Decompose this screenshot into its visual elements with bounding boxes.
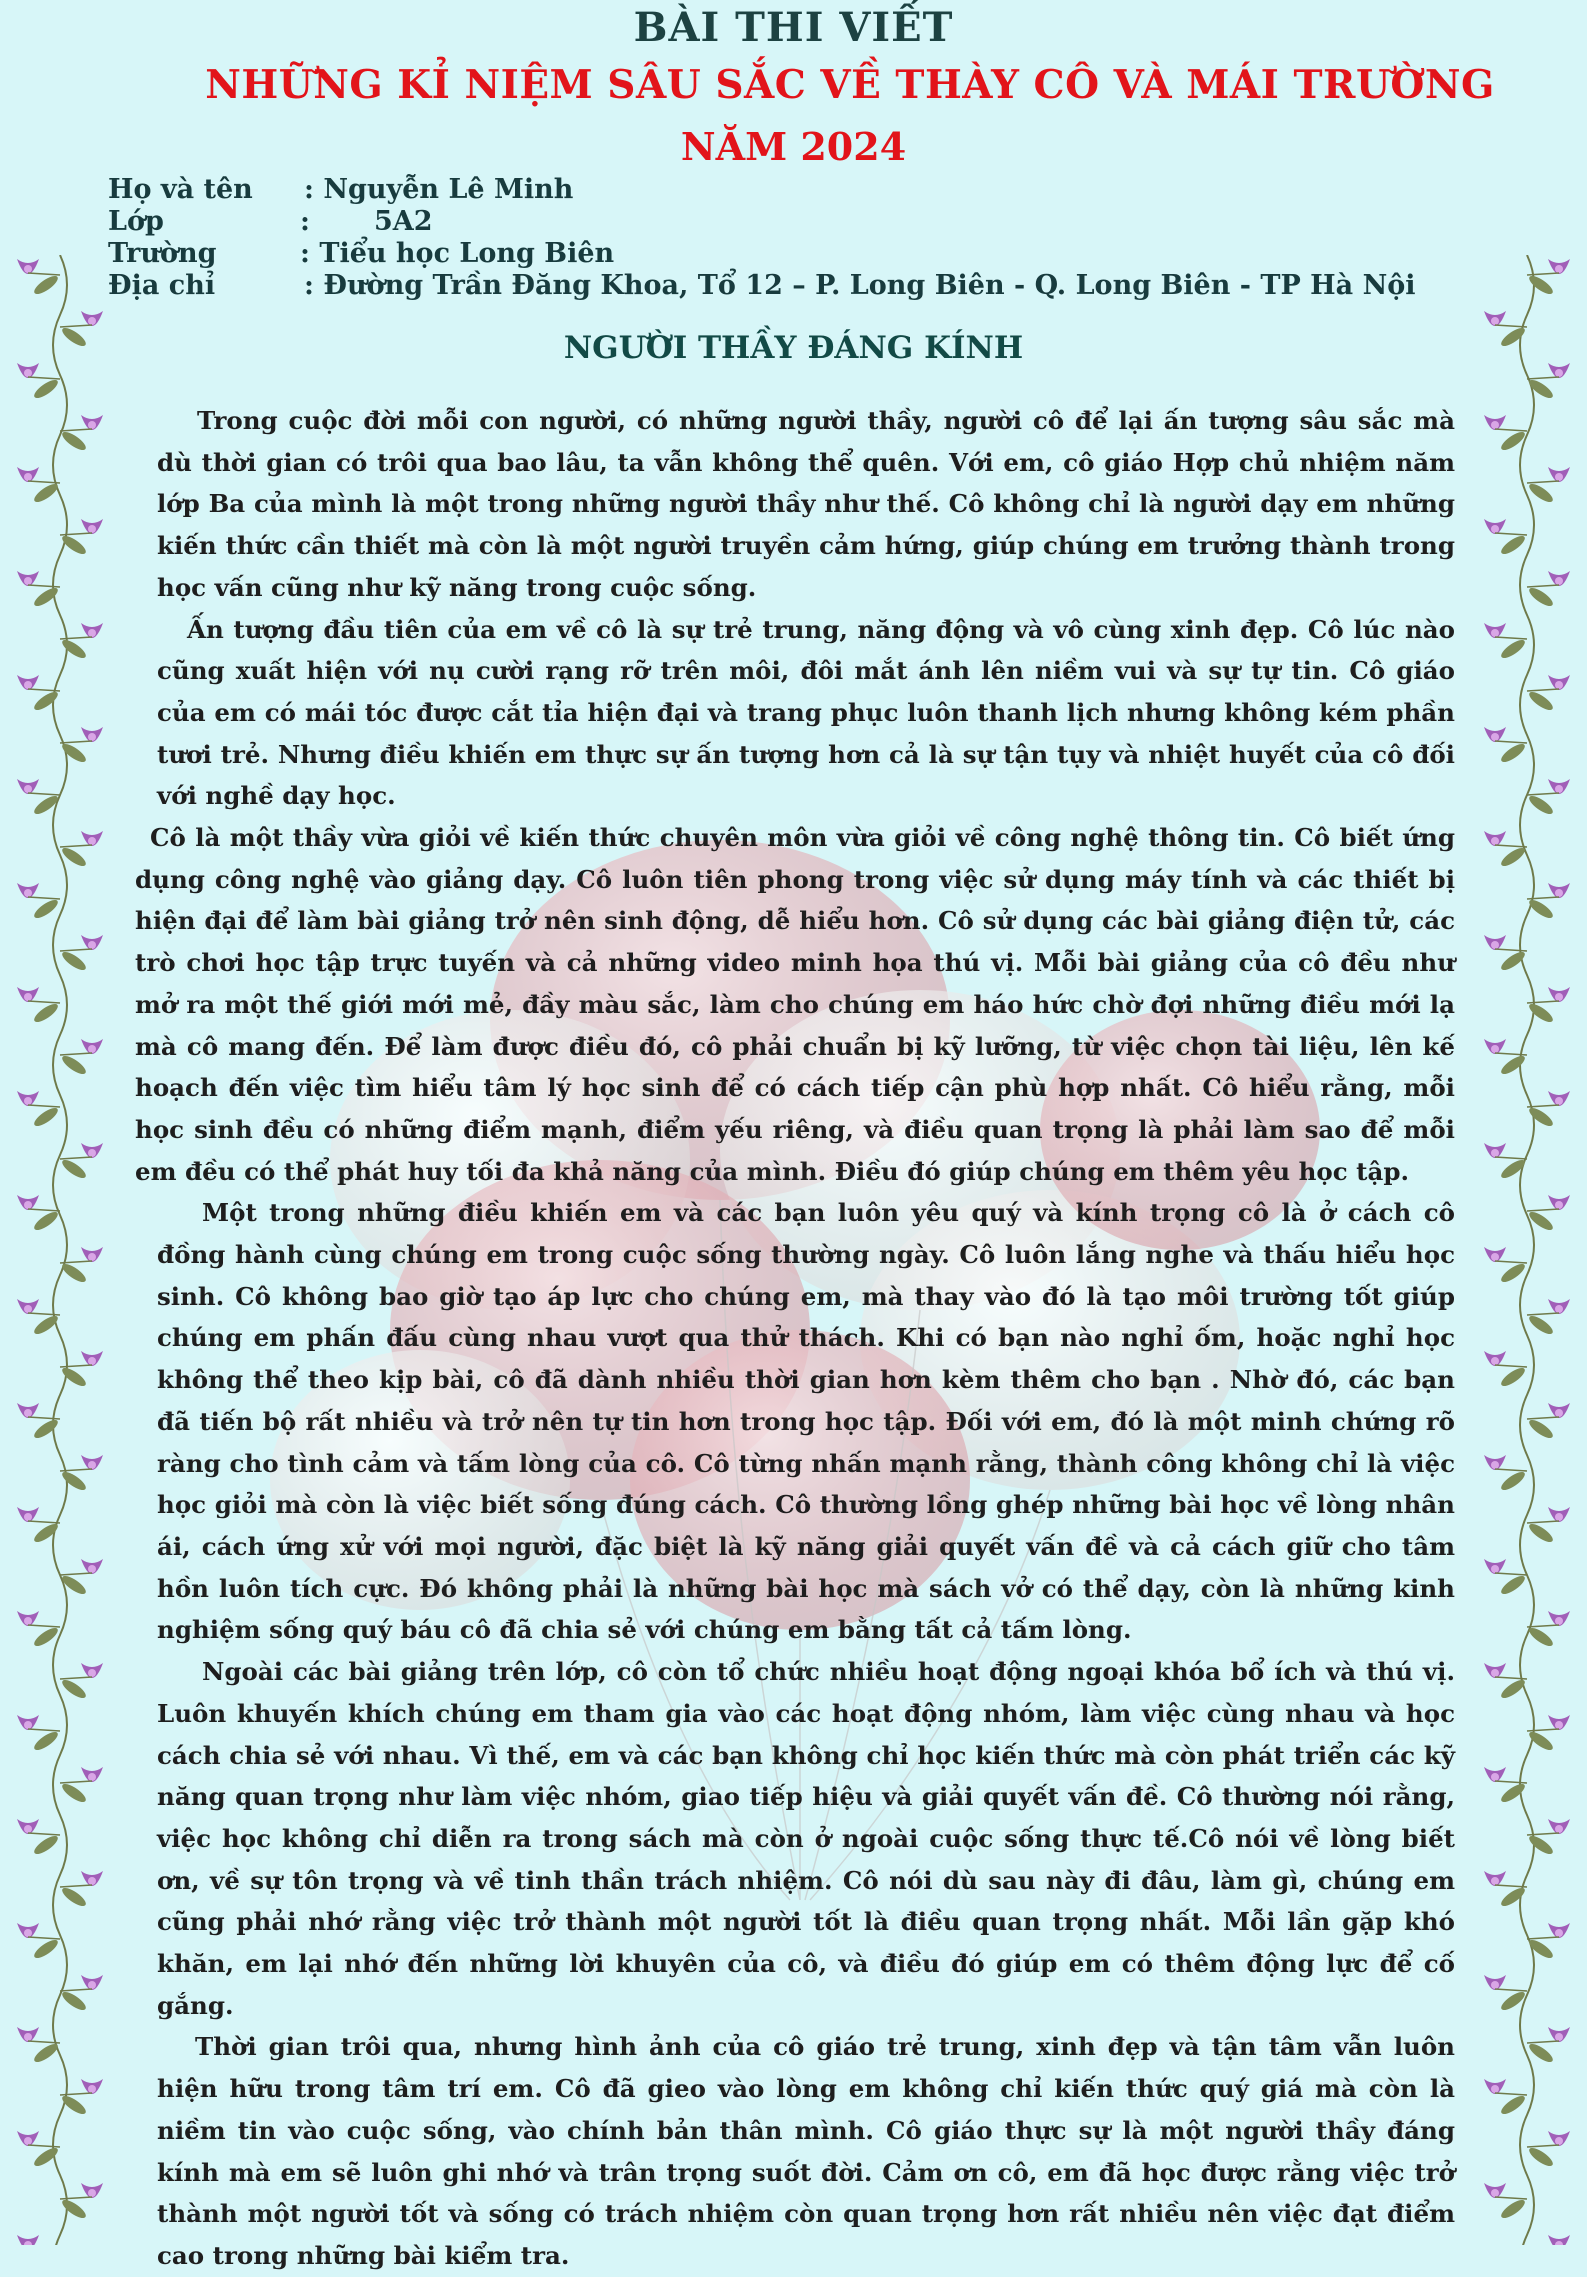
flower-center <box>88 421 96 429</box>
leaf-shape <box>32 1729 61 1753</box>
vine-twig <box>1527 1937 1559 1939</box>
vine-twig <box>60 949 92 951</box>
vine-twig <box>1527 2145 1559 2147</box>
leaf-shape <box>1499 429 1528 453</box>
leaf-shape <box>60 1781 89 1805</box>
vine-twig <box>60 2093 92 2095</box>
vine-twig <box>1527 689 1559 691</box>
vine-twig <box>1527 793 1559 795</box>
flower-center <box>24 1513 32 1521</box>
vine-twig <box>28 1417 60 1419</box>
leaf-shape <box>1499 1469 1528 1493</box>
vine-twig <box>28 1625 60 1627</box>
vine-twig <box>1495 949 1527 951</box>
flower-center <box>24 785 32 793</box>
flower-center <box>88 1461 96 1469</box>
vine-twig <box>60 1677 92 1679</box>
flower-center <box>1555 993 1563 1001</box>
flower-center <box>88 317 96 325</box>
flower-center <box>1491 1773 1499 1781</box>
vine-twig <box>1495 1573 1527 1575</box>
flower-center <box>24 473 32 481</box>
leaf-shape <box>1499 1365 1528 1389</box>
leaf-shape <box>32 273 61 297</box>
flower-center <box>24 1721 32 1729</box>
right-floral-border <box>1467 255 1587 2245</box>
vine-twig <box>60 1989 92 1991</box>
flower-center <box>1491 1877 1499 1885</box>
flower-center <box>1555 2033 1563 2041</box>
leaf-shape <box>1499 1677 1528 1701</box>
vine-twig <box>60 637 92 639</box>
flower-center <box>1555 1201 1563 1209</box>
vine-twig <box>1495 741 1527 743</box>
leaf-shape <box>1499 533 1528 557</box>
header-contest-title: NHỮNG KỈ NIỆM SÂU SẮC VỀ THÀY CÔ VÀ MÁI TRƯỜNG <box>205 62 1495 108</box>
flower-center <box>24 577 32 585</box>
leaf-shape <box>1527 377 1556 401</box>
vine-twig <box>60 1885 92 1887</box>
vine-twig <box>28 1001 60 1003</box>
leaf-shape <box>1499 1053 1528 1077</box>
flower-center <box>88 2189 96 2197</box>
flower-center <box>88 629 96 637</box>
leaf-shape <box>1527 1833 1556 1857</box>
essay-paragraph: Thời gian trôi qua, nhưng hình ảnh của cô giáo trẻ trung, xinh đẹp và tận tâm vẫn luôn hiện hữu trong tâm trí em. Cô đã gieo vào lòng em không chỉ kiến thức quý giá mà còn là niềm tin vào cuộc sống, vào chính bản thân mình. Cô giáo thực sự là một người thầy đáng kính mà em sẽ luôn ghi nhớ và trân trọng suốt đời. Cảm ơn cô, em đã học được rằng việc trở thành một người tốt và sống có trách nhiệm còn quan trọng hơn rất nhiều nên việc đạt điểm cao trong những bài kiểm tra. <box>157 2032 1455 2270</box>
leaf-shape <box>1499 1989 1528 2013</box>
flower-center <box>1555 681 1563 689</box>
leaf-shape <box>32 481 61 505</box>
vine-twig <box>60 741 92 743</box>
flower-center <box>1491 733 1499 741</box>
leaf-shape <box>60 1157 89 1181</box>
flower-center <box>1555 1513 1563 1521</box>
vine-twig <box>28 273 60 275</box>
vine-twig <box>28 793 60 795</box>
flower-center <box>88 1773 96 1781</box>
leaf-shape <box>1527 1417 1556 1441</box>
flower-center <box>1555 1097 1563 1105</box>
flower-center <box>88 1357 96 1365</box>
leaf-shape <box>60 637 89 661</box>
vine-twig <box>1495 1781 1527 1783</box>
flower-center <box>24 889 32 897</box>
vine-twig <box>1495 533 1527 535</box>
leaf-shape <box>1499 845 1528 869</box>
flower-center <box>88 1149 96 1157</box>
flower-center <box>1491 317 1499 325</box>
leaf-shape <box>1527 793 1556 817</box>
leaf-shape <box>1527 1625 1556 1649</box>
vine-twig <box>1495 1989 1527 1991</box>
flower-center <box>1491 421 1499 429</box>
vine-twig <box>1495 429 1527 431</box>
flower-center <box>24 1097 32 1105</box>
leaf-shape <box>1499 1573 1528 1597</box>
essay-paragraph: Ấn tượng đầu tiên của em về cô là sự trẻ trung, năng động và vô cùng xinh đẹp. Cô lúc nào cũng xuất hiện với nụ cười rạng rỡ trên môi, đôi mắt ánh lên niềm vui và sự tự tin. Cô giáo của em có mái tóc được cắt tỉa hiện đại và trang phục luôn thanh lịch nhưng không kém phần tươi trẻ. Nhưng điều khiến em thực sự ấn tượng hơn cả là sự tận tụy và nhiệt huyết của cô đối với nghề dạy học. <box>157 614 1455 811</box>
flower-center <box>1491 1357 1499 1365</box>
leaf-shape <box>60 429 89 453</box>
address-value: : Đường Trần Đăng Khoa, Tổ 12 – P. Long Biên - Q. Long Biên - TP Hà Nội <box>304 270 1416 301</box>
flower-center <box>24 265 32 273</box>
leaf-shape <box>1527 1105 1556 1129</box>
flower-center <box>1491 1253 1499 1261</box>
vine-twig <box>1495 1053 1527 1055</box>
vine-twig <box>28 1521 60 1523</box>
leaf-shape <box>60 1885 89 1909</box>
leaf-shape <box>1499 1885 1528 1909</box>
name-value: : Nguyễn Lê Minh <box>304 174 574 205</box>
flower-center <box>88 1045 96 1053</box>
flower-center <box>88 1669 96 1677</box>
leaf-shape <box>1499 1261 1528 1285</box>
leaf-shape <box>1499 1157 1528 1181</box>
flower-center <box>88 837 96 845</box>
leaf-shape <box>1527 689 1556 713</box>
vine-twig <box>1527 377 1559 379</box>
flower-center <box>88 1981 96 1989</box>
header-contest-label: BÀI THI VIẾT <box>633 4 954 51</box>
flower-center <box>1555 1825 1563 1833</box>
leaf-shape <box>1499 2197 1528 2221</box>
leaf-shape <box>60 1469 89 1493</box>
flower-center <box>1555 1409 1563 1417</box>
leaf-shape <box>1499 741 1528 765</box>
flower-center <box>1555 1617 1563 1625</box>
flower-center <box>88 733 96 741</box>
leaf-shape <box>32 1833 61 1857</box>
vine-twig <box>1527 1001 1559 1003</box>
essay-body <box>135 400 1455 2277</box>
leaf-shape <box>1527 273 1556 297</box>
flower-center <box>1491 1981 1499 1989</box>
flower-center <box>1491 2085 1499 2093</box>
flower-center <box>1555 785 1563 793</box>
leaf-shape <box>1499 949 1528 973</box>
vine-twig <box>1495 2197 1527 2199</box>
flower-center <box>1491 1669 1499 1677</box>
vine-twig <box>60 1157 92 1159</box>
header-year: NĂM 2024 <box>680 124 907 169</box>
flower-center <box>24 681 32 689</box>
school-value: : Tiểu học Long Biên <box>300 238 615 269</box>
vine-twig <box>1495 637 1527 639</box>
vine-twig <box>1495 2093 1527 2095</box>
essay-paragraph: Ngoài các bài giảng trên lớp, cô còn tổ chức nhiều hoạt động ngoại khóa bổ ích và thú vị. Luôn khuyến khích chúng em tham gia vào các hoạt động nhóm, làm việc cùng nhau và học cách chia sẻ với nhau. Vì thế, em và các bạn không chỉ học kiến thức mà còn phát triển các kỹ năng quan trọng như làm việc nhóm, giao tiếp hiệu và giải quyết vấn đề. Cô thường nói rằng, việc học không chỉ diễn ra trong sách mà còn ở ngoài cuộc sống thực tế.Cô nói về lòng biết ơn, về sự tôn trọng và về tinh thần trách nhiệm. Cô nói dù sau này đi đâu, làm gì, chúng em cũng phải nhớ rằng việc trở thành một người tốt là điều quan trọng nhất. Mỗi lần gặp khó khăn, em lại nhớ đến những lời khuyên của cô, và điều đó giúp em có thêm động lực để cố gắng. <box>157 1657 1455 2020</box>
flower-center <box>88 2085 96 2093</box>
leaf-shape <box>60 1053 89 1077</box>
flower-center <box>1555 1305 1563 1313</box>
leaf-shape <box>32 1521 61 1545</box>
flower-center <box>1491 1565 1499 1573</box>
vine-twig <box>1527 1417 1559 1419</box>
leaf-shape <box>1527 1209 1556 1233</box>
class-label: Lớp <box>108 206 164 237</box>
vine-twig <box>28 1313 60 1315</box>
leaf-shape <box>1527 1937 1556 1961</box>
flower-center <box>88 1565 96 1573</box>
vine-twig <box>28 1937 60 1939</box>
vine-twig <box>28 1833 60 1835</box>
flower-center <box>1491 629 1499 637</box>
flower-center <box>24 1617 32 1625</box>
flower-center <box>1555 369 1563 377</box>
vine-twig <box>28 377 60 379</box>
flower-center <box>1491 1461 1499 1469</box>
flower-center <box>1491 1045 1499 1053</box>
vine-twig <box>28 585 60 587</box>
leaf-shape <box>32 1105 61 1129</box>
flower-center <box>24 1825 32 1833</box>
essay-paragraph: Trong cuộc đời mỗi con người, có những người thầy, người cô để lại ấn tượng sâu sắc mà dù thời gian có trôi qua bao lâu, ta vẫn không thể quên. Với em, cô giáo Hợp chủ nhiệm năm lớp Ba của mình là một trong những người thầy như thế. Cô không chỉ là người dạy em những kiến thức cần thiết mà còn là một người truyền cảm hứng, giúp chúng em trưởng thành trong học vấn cũng như kỹ năng trong cuộc sống. <box>157 406 1455 602</box>
flower-center <box>1491 941 1499 949</box>
vine-twig <box>60 1573 92 1575</box>
leaf-shape <box>60 1677 89 1701</box>
flower-center <box>1491 1149 1499 1157</box>
vine-twig <box>1527 1209 1559 1211</box>
flower-center <box>1491 525 1499 533</box>
vine-twig <box>60 2197 92 2199</box>
vine-twig <box>1527 1833 1559 1835</box>
vine-twig <box>1495 1469 1527 1471</box>
leaf-shape <box>32 1937 61 1961</box>
leaf-shape <box>1527 1313 1556 1337</box>
flower-center <box>1555 265 1563 273</box>
vine-twig <box>1527 1521 1559 1523</box>
leaf-shape <box>32 1001 61 1025</box>
essay-paragraph: Cô là một thầy vừa giỏi về kiến thức chuyên môn vừa giỏi về công nghệ thông tin. Cô biết ứng dụng công nghệ vào giảng dạy. Cô luôn tiên phong trong việc sử dụng máy tính và các thiết bị hiện đại để làm bài giảng trở nên sinh động, dễ hiểu hơn. Cô sử dụng các bài giảng điện tử, các trò chơi học tập trực tuyến và cả những video minh họa thú vị. Mỗi bài giảng của cô đều như mở ra một thế giới mới mẻ, đầy màu sắc, làm cho chúng em háo hức chờ đợi những điều mới lạ mà cô mang đến. Để làm được điều đó, cô phải chuẩn bị kỹ lưỡng, từ việc chọn tài liệu, lên kế hoạch đến việc tìm hiểu tâm lý học sinh để có cách tiếp cận phù hợp nhất. Cô hiểu rằng, mỗi học sinh đều có những điểm mạnh, điểm yếu riêng, và điều quan trọng là phải làm sao để mỗi em đều có thể phát huy tối đa khả năng của mình. Điều đó giúp chúng em thêm yêu học tập. <box>135 823 1455 1186</box>
vine-twig <box>1495 1261 1527 1263</box>
leaf-shape <box>1527 2145 1556 2169</box>
flower-center <box>24 1409 32 1417</box>
leaf-shape <box>60 1261 89 1285</box>
leaf-shape <box>60 741 89 765</box>
flower-center <box>1555 577 1563 585</box>
vine-twig <box>60 325 92 327</box>
flower-center <box>1555 473 1563 481</box>
flower-center <box>1555 2137 1563 2145</box>
vine-twig <box>1527 1729 1559 1731</box>
leaf-shape <box>60 1989 89 2013</box>
vine-twig <box>1527 2041 1559 2043</box>
flower-center <box>1555 1929 1563 1937</box>
leaf-shape <box>1527 481 1556 505</box>
vine-twig <box>28 897 60 899</box>
flower-center <box>24 1929 32 1937</box>
essay-title: NGƯỜI THẦY ĐÁNG KÍNH <box>563 330 1024 366</box>
vine-twig <box>60 1781 92 1783</box>
leaf-shape <box>1499 2093 1528 2117</box>
flower-center <box>1555 889 1563 897</box>
flower-center <box>1555 1721 1563 1729</box>
leaf-shape <box>60 949 89 973</box>
school-label: Trường <box>108 238 217 269</box>
vine-twig <box>1527 273 1559 275</box>
flower-center <box>24 2137 32 2145</box>
leaf-shape <box>1527 2041 1556 2065</box>
leaf-shape <box>32 897 61 921</box>
leaf-shape <box>1527 1729 1556 1753</box>
vine-twig <box>1527 1313 1559 1315</box>
leaf-shape <box>32 377 61 401</box>
flower-center <box>24 369 32 377</box>
flower-center <box>1491 837 1499 845</box>
class-value: 5A2 <box>374 206 433 237</box>
vine-twig <box>1527 481 1559 483</box>
essay-paragraph: Một trong những điều khiến em và các bạn luôn yêu quý và kính trọng cô là ở cách cô đồng hành cùng chúng em trong cuộc sống thường ngày. Cô luôn lắng nghe và thấu hiểu học sinh. Cô không bao giờ tạo áp lực cho chúng em, mà thay vào đó là tạo môi trường tốt giúp chúng em phấn đấu cùng nhau vượt qua thử thách. Khi có bạn nào nghỉ ốm, hoặc nghỉ học không thể theo kịp bài, cô đã dành nhiều thời gian hơn kèm thêm cho bạn . Nhờ đó, các bạn đã tiến bộ rất nhiều và trở nên tự tin hơn trong học tập. Đối với em, đó là một minh chứng rõ ràng cho tình cảm và tấm lòng của cô. Cô từng nhấn mạnh rằng, thành công không chỉ là việc học giỏi mà còn là việc biết sống đúng cách. Cô thường lồng ghép những bài học về lòng nhân ái, cách ứng xử với mọi người, đặc biệt là kỹ năng giải quyết vấn đề và cả cách giữ cho tâm hồn luôn tích cực. Đó không phải là những bài học mà sách vở có thể dạy, còn là những kinh nghiệm sống quý báu cô đã chia sẻ với chúng em bằng tất cả tấm lòng. <box>157 1198 1455 1645</box>
flower-center <box>88 1253 96 1261</box>
vine-twig <box>28 1209 60 1211</box>
leaf-shape <box>1527 897 1556 921</box>
vine-twig <box>60 1365 92 1367</box>
vine-twig <box>1495 1365 1527 1367</box>
vine-twig <box>28 2145 60 2147</box>
class-separator: : <box>300 206 310 237</box>
name-label: Họ và tên <box>108 174 253 205</box>
leaf-shape <box>60 2197 89 2221</box>
vine-twig <box>60 845 92 847</box>
leaf-shape <box>32 1417 61 1441</box>
flower-center <box>88 1877 96 1885</box>
vine-twig <box>1495 1157 1527 1159</box>
leaf-shape <box>1527 1521 1556 1545</box>
flower-center <box>24 1305 32 1313</box>
flower-center <box>88 941 96 949</box>
vine-twig <box>1527 897 1559 899</box>
flower-center <box>24 993 32 1001</box>
leaf-shape <box>32 1209 61 1233</box>
vine-twig <box>60 429 92 431</box>
leaf-shape <box>32 2041 61 2065</box>
vine-twig <box>28 1105 60 1107</box>
vine-twig <box>28 1729 60 1731</box>
flower-center <box>1491 2189 1499 2197</box>
address-label: Địa chỉ <box>108 270 216 301</box>
leaf-shape <box>1499 637 1528 661</box>
flower-center <box>24 1201 32 1209</box>
flower-center <box>88 525 96 533</box>
vine-twig <box>60 1053 92 1055</box>
vine-twig <box>1495 1677 1527 1679</box>
flower-center <box>24 2033 32 2041</box>
vine-twig <box>1527 585 1559 587</box>
left-floral-border <box>0 255 120 2245</box>
leaf-shape <box>1527 585 1556 609</box>
vine-twig <box>60 533 92 535</box>
leaf-shape <box>32 689 61 713</box>
